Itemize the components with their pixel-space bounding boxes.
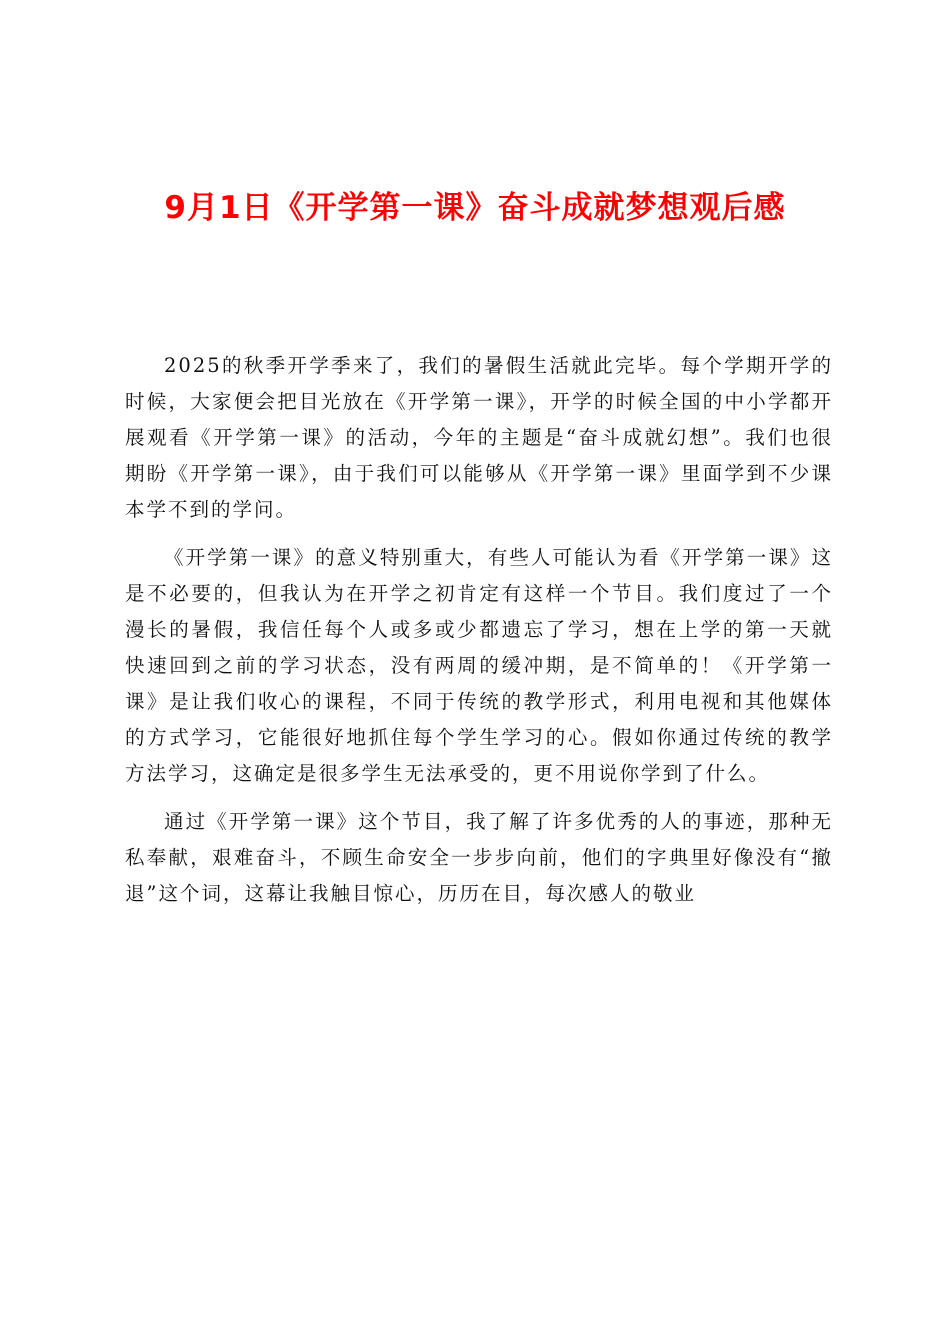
document-body <box>125 348 833 924</box>
paragraph-2: 《开学第一课》的意义特别重大，有些人可能认为看《开学第一课》这是不必要的，但我认为在开学之初肯定有这样一个节目。我们度过了一个漫长的暑假，我信任每个人或多或少都遗忘了学习，想在上学的第一天就快速回到之前的学习状态，没有两周的缓冲期，是不简单的！《开学第一课》是让我们收心的课程，不同于传统的教学形式，利用电视和其他媒体的方式学习，它能很好地抓住每个学生学习的心。假如你通过传统的教学方法学习，这确定是很多学生无法承受的，更不用说你学到了什么。 <box>125 546 833 785</box>
document-title: 9月1日《开学第一课》奋斗成就梦想观后感 <box>164 190 786 226</box>
paragraph-1: 2025的秋季开学季来了，我们的暑假生活就此完毕。每个学期开学的时候，大家便会把目光放在《开学第一课》，开学的时候全国的中小学都开展观看《开学第一课》的活动，今年的主题是“奋斗成就幻想”。我们也很期盼《开学第一课》，由于我们可以能够从《开学第一课》里面学到不少课本学不到的学问。 <box>125 354 833 521</box>
paragraph-3: 通过《开学第一课》这个节目，我了解了许多优秀的人的事迹，那种无私奉献，艰难奋斗，不顾生命安全一步步向前，他们的字典里好像没有“撤退”这个词，这幕让我触目惊心，历历在目，每次感人的敬业 <box>125 810 833 905</box>
